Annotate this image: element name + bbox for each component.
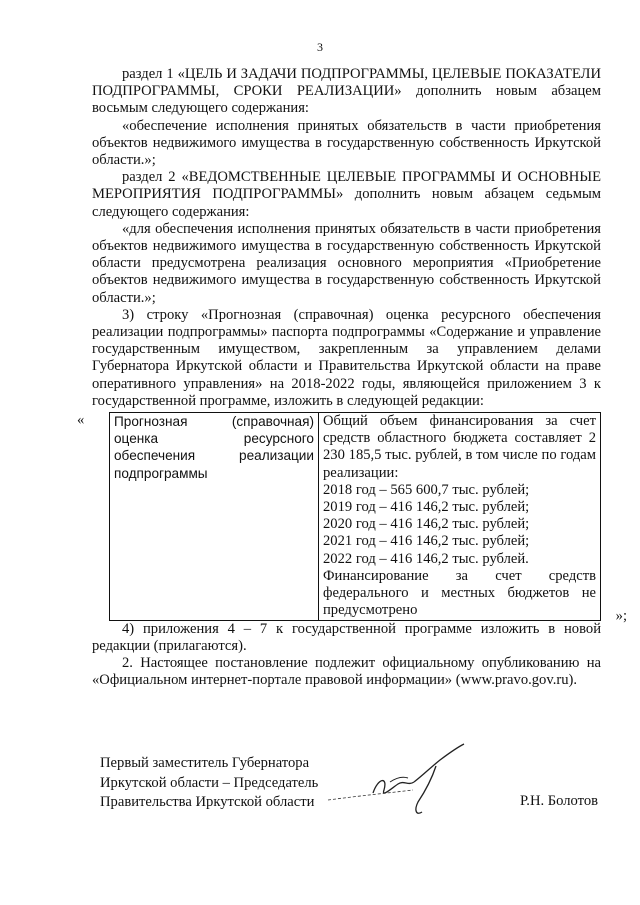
handwritten-signature (318, 738, 478, 828)
paragraph-point-2: 2. Настоящее постановление подлежит официальному опубликованию на «Официальном интернет-портале правовой информации» (www.pravo.gov.ru). (92, 654, 601, 689)
financing-year-item: 2021 год – 416 146,2 тыс. рублей; (323, 533, 530, 550)
financing-outro: Финансирование за счет средств федерального и местных бюджетов не предусмотрено (323, 567, 596, 619)
paragraph-section-2-text: «для обеспечения исполнения принятых обязательств в части приобретения объектов недвижимого имущества в государственную собственность Иркутской области предусмотрена реализация основного мероприятия «Приобретение объектов недвижимого имущества в государственную собственность Иркутской области.»; (92, 220, 601, 306)
quote-close: »; (615, 607, 627, 624)
signatory-name: Р.Н. Болотов (520, 793, 599, 809)
paragraph-item-3: 3) строку «Прогнозная (справочная) оценка ресурсного обеспечения реализации подпрограммы» паспорта подпрограммы «Содержание и управление государственным имуществом, закрепленным за управлением делами Губернатора Иркутской области и Правительства Иркутской области на праве оперативного управления» на 2018-2022 годы, являющейся приложением 3 к государственной программе, изложить в следующей редакции: (92, 306, 601, 409)
paragraph-section-1: раздел 1 «ЦЕЛЬ И ЗАДАЧИ ПОДПРОГРАММЫ, ЦЕЛЕВЫЕ ПОКАЗАТЕЛИ ПОДПРОГРАММЫ, СРОКИ РЕАЛИЗАЦИИ» дополнить новым абзацем восьмым следующего содержания: (92, 66, 601, 117)
table-cell-financing (319, 413, 601, 620)
financing-intro: Общий объем финансирования за счет средств областного бюджета составляет 2 230 185,5 тыс. рублей, в том числе по годам реализации: (323, 413, 596, 481)
paragraph-item-4: 4) приложения 4 – 7 к государственной программе изложить в новой редакции (прилагаются). (92, 620, 601, 654)
signatory-line: Иркутской области – Председатель (100, 774, 319, 791)
page-number: 3 (317, 40, 323, 54)
signatory-line: Первый заместитель Губернатора (100, 755, 310, 771)
document-body (77, 66, 627, 689)
financing-year-item: 2019 год – 416 146,2 тыс. рублей; (323, 499, 530, 516)
passport-table-block (77, 412, 627, 624)
table-cell-label: Прогнозная (справочная) оценка ресурсного обеспечения реализации подпрограммы (110, 413, 319, 620)
paragraph-section-1-text: «обеспечение исполнения принятых обязательств в части приобретения объектов недвижимого имущества в государственную собственность Иркутской области.»; (92, 117, 601, 169)
paragraph-section-2: раздел 2 «ВЕДОМСТВЕННЫЕ ЦЕЛЕВЫЕ ПРОГРАММЫ И ОСНОВНЫЕ МЕРОПРИЯТИЯ ПОДПРОГРАММЫ» дополнить новым абзацем седьмым следующего содержания: (92, 169, 601, 220)
financing-year-item: 2020 год – 416 146,2 тыс. рублей; (323, 516, 530, 533)
financing-year-item: 2018 год – 565 600,7 тыс. рублей; (323, 481, 530, 498)
signatory-line: Правительства Иркутской области (100, 794, 315, 811)
passport-table (109, 412, 601, 620)
table-row (110, 413, 601, 620)
financing-year-item: 2022 год – 416 146,2 тыс. рублей. (323, 550, 529, 567)
quote-open: « (77, 412, 85, 429)
